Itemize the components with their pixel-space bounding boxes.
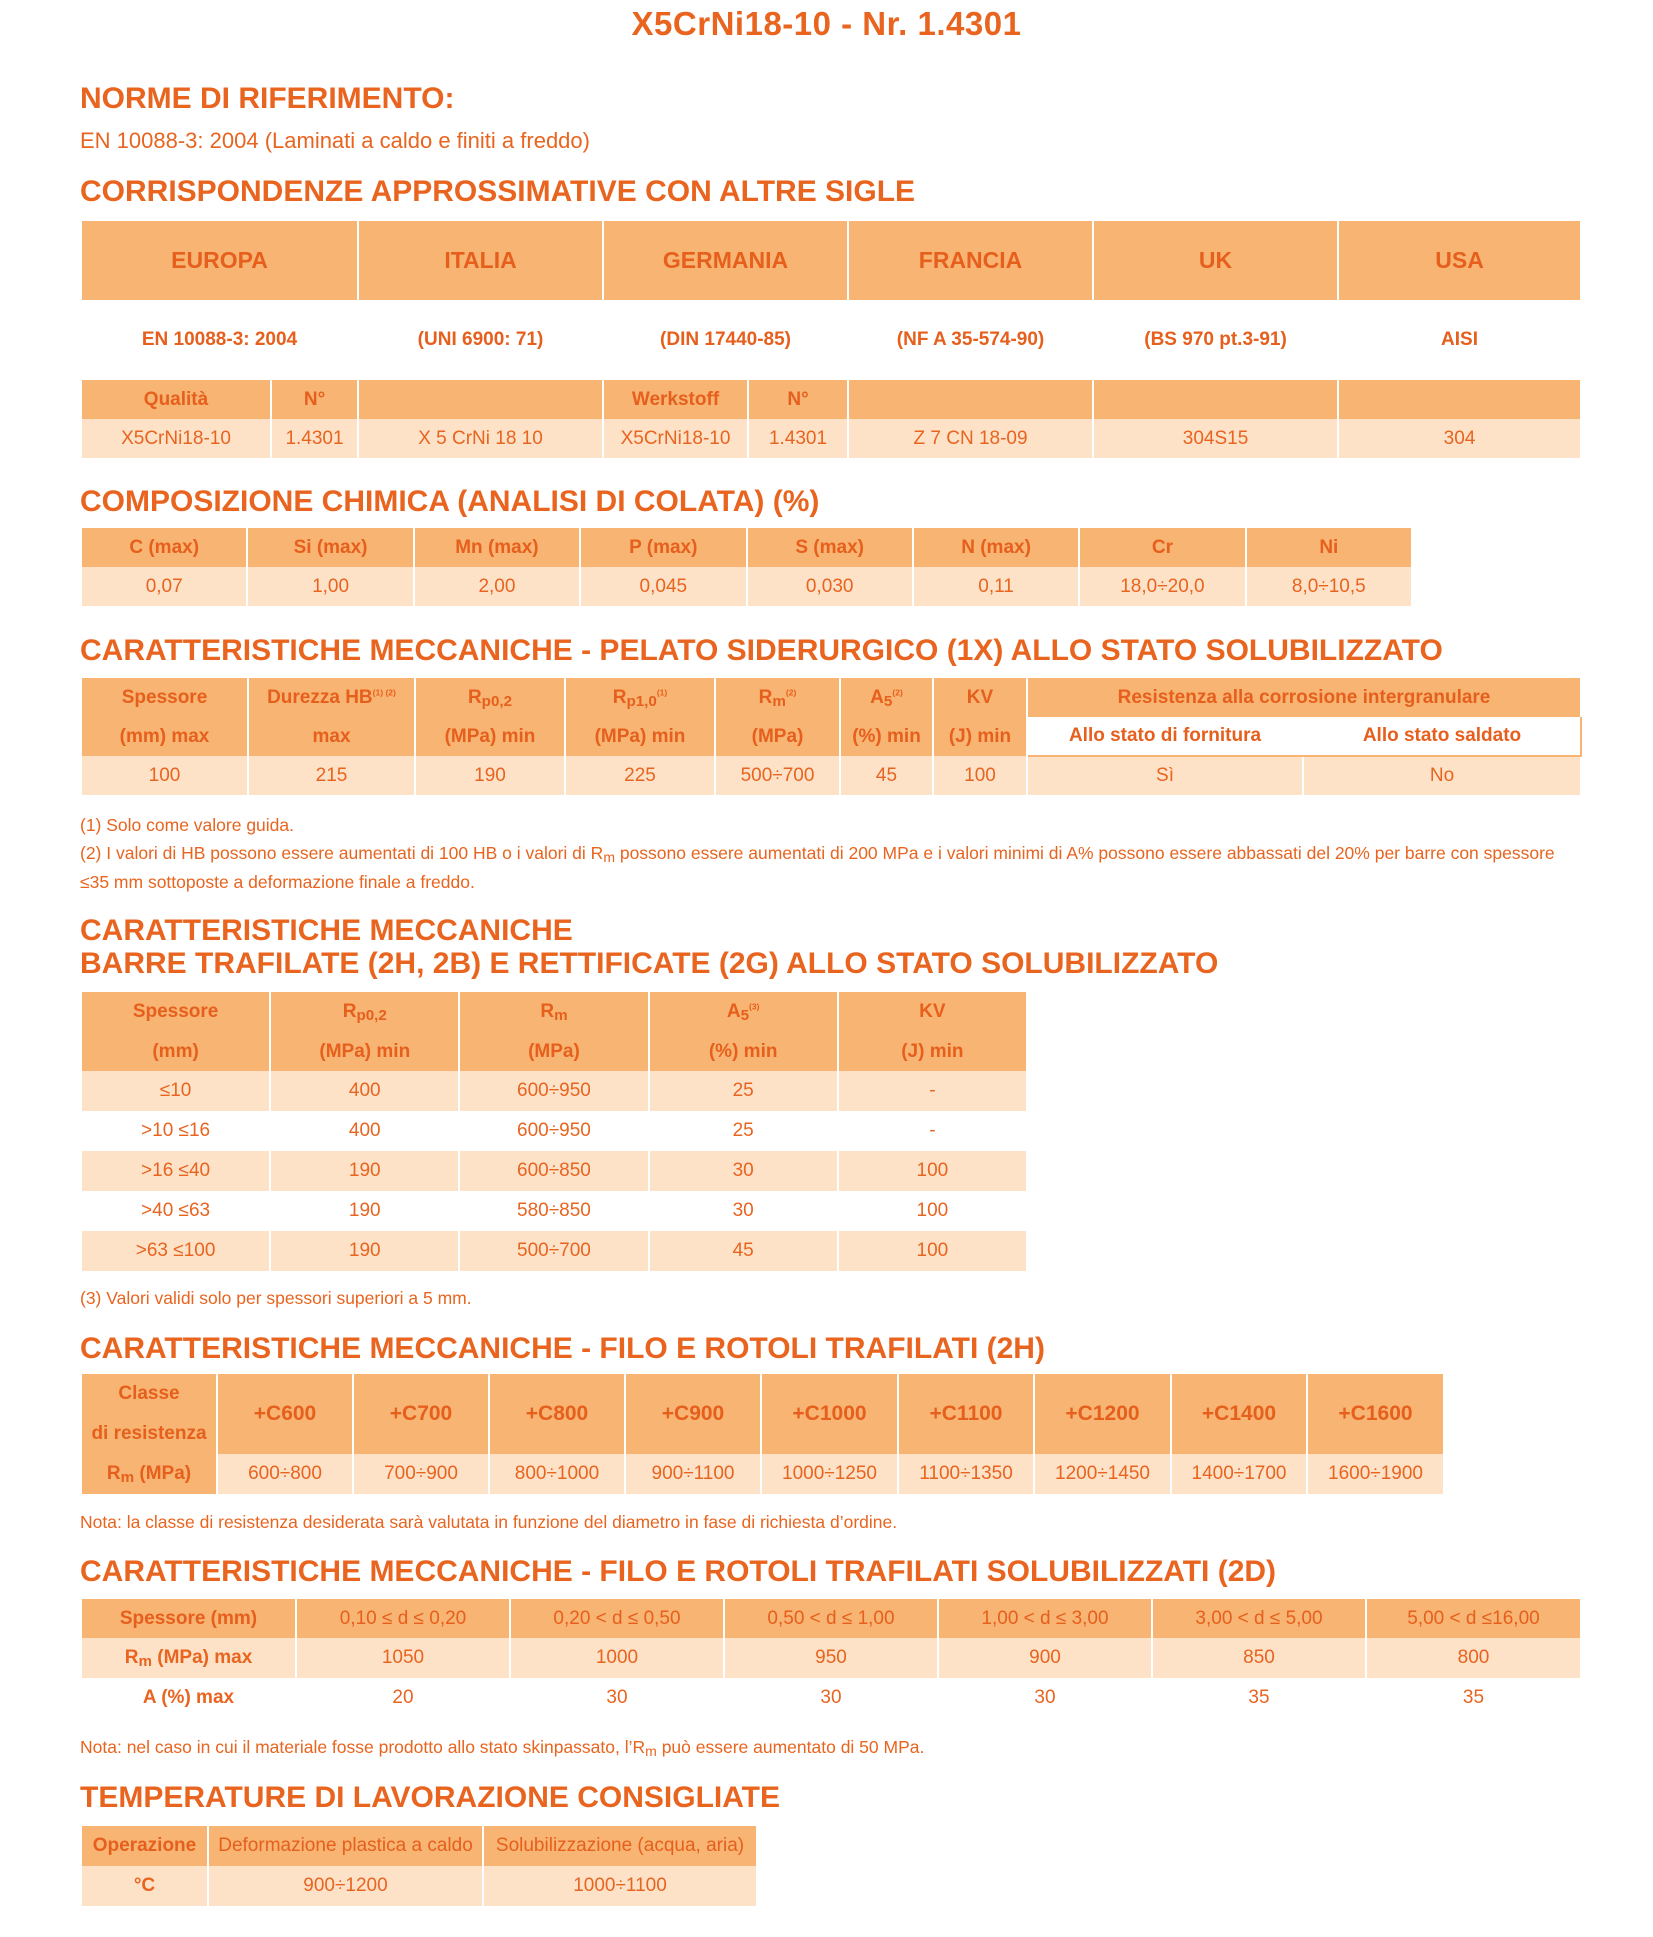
filo2d-range: 0,20 < d ≤ 0,50 — [510, 1599, 724, 1638]
mecc2-h-rp02-unit: (MPa) min — [270, 1032, 459, 1071]
standard-uk: (BS 970 pt.3-91) — [1093, 300, 1338, 380]
mecc2-h-kv-unit: (J) min — [838, 1032, 1027, 1071]
filo2h-class: +C700 — [353, 1374, 489, 1454]
mecc2-h-kv: KV — [838, 992, 1027, 1032]
temp-value: 900÷1200 — [208, 1866, 483, 1906]
filo2d-a-value: 30 — [938, 1678, 1152, 1717]
mecc1-value: 100 — [933, 756, 1027, 795]
temp-h-operazione: Operazione — [81, 1826, 208, 1866]
value-werkstoff: X5CrNi18-10 — [603, 419, 748, 458]
table-cell: 100 — [838, 1191, 1027, 1231]
table-row — [81, 1191, 1027, 1231]
filo2d-rm-value: 900 — [938, 1638, 1152, 1678]
filo2h-value: 1100÷1350 — [898, 1454, 1034, 1494]
filo2d-rm-value: 800 — [1366, 1638, 1581, 1678]
filo2d-rm-value: 1000 — [510, 1638, 724, 1678]
table-row — [81, 1231, 1027, 1271]
comp-header: C (max) — [81, 528, 247, 567]
mecc1-value: 225 — [565, 756, 715, 795]
filo2d-range: 1,00 < d ≤ 3,00 — [938, 1599, 1152, 1638]
comp-value: 8,0÷10,5 — [1246, 567, 1412, 606]
subheader-n2: N° — [748, 380, 848, 419]
filo2h-classe-label: Classe — [81, 1374, 217, 1414]
table-cell: 100 — [838, 1231, 1027, 1271]
temp-h-deformazione: Deformazione plastica a caldo — [208, 1826, 483, 1866]
filo2h-class: +C1400 — [1171, 1374, 1307, 1454]
country-europa: EUROPA — [81, 221, 358, 300]
mecc1-h-rp02: $R_{p0,2}$ — [415, 678, 565, 717]
filo2d-spessore-label: Spessore (mm) — [81, 1599, 296, 1638]
comp-value: 0,07 — [81, 567, 247, 606]
table-cell: 45 — [649, 1231, 838, 1271]
filo2d-a-value: 20 — [296, 1678, 510, 1717]
mecc1-h-rp10: $R_{p1,0}^{(1)}$ — [565, 678, 715, 717]
standard-germania: (DIN 17440-85) — [603, 300, 848, 380]
mecc1-value: No — [1303, 756, 1581, 795]
mecc1-h-durezza: Durezza $HB^{(1) (2)}$ — [248, 678, 415, 717]
subheader-empty — [848, 380, 1093, 419]
comp-header: N (max) — [913, 528, 1079, 567]
table-cell: - — [838, 1071, 1027, 1111]
filo2d-a-value: 35 — [1152, 1678, 1366, 1717]
mecc2-note: (3) Valori validi solo per spessori superiori a 5 mm. — [80, 1288, 472, 1308]
norme-heading: NORME DI RIFERIMENTO: — [80, 82, 455, 115]
table-cell: 600÷850 — [459, 1151, 648, 1191]
mecc2-h-rp02: $R_{p0,2}$ — [270, 992, 459, 1032]
table-cell: >63 ≤100 — [81, 1231, 270, 1271]
subheader-empty — [1093, 380, 1338, 419]
table-cell: 580÷850 — [459, 1191, 648, 1231]
subheader-n1: N° — [271, 380, 358, 419]
mecc1-value: 190 — [415, 756, 565, 795]
mecc1-h-rp10-unit: (MPa) min — [565, 717, 715, 756]
filo2h-value: 1200÷1450 — [1034, 1454, 1171, 1494]
filo2h-rm-label: $R_m$ (MPa) — [81, 1454, 217, 1494]
mecc1-h-spessore-unit: (mm) max — [81, 717, 248, 756]
country-italia: ITALIA — [358, 221, 603, 300]
filo2d-range: 5,00 < d ≤16,00 — [1366, 1599, 1581, 1638]
mecc2-heading-1: CARATTERISTICHE MECCANICHE — [80, 914, 573, 947]
mecc1-h-kv: KV — [933, 678, 1027, 717]
value-usa: 304 — [1338, 419, 1581, 458]
filo2d-rm-label: $R_m$ (MPa) max — [81, 1638, 296, 1678]
country-germania: GERMANIA — [603, 221, 848, 300]
table-cell: 600÷950 — [459, 1111, 648, 1151]
comp-value: 0,030 — [747, 567, 913, 606]
country-usa: USA — [1338, 221, 1581, 300]
table-cell: - — [838, 1111, 1027, 1151]
value-italia: X 5 CrNi 18 10 — [358, 419, 603, 458]
comp-value: 0,045 — [580, 567, 746, 606]
standard-francia: (NF A 35-574-90) — [848, 300, 1093, 380]
comp-header: Mn (max) — [414, 528, 580, 567]
composizione-heading: COMPOSIZIONE CHIMICA (ANALISI DI COLATA) (%) — [80, 485, 820, 518]
filo2d-rm-value: 850 — [1152, 1638, 1366, 1678]
value-n2: 1.4301 — [748, 419, 848, 458]
corrispondenze-heading: CORRISPONDENZE APPROSSIMATIVE CON ALTRE SIGLE — [80, 175, 916, 208]
table-cell: 400 — [270, 1111, 459, 1151]
mecc2-h-spessore-unit: (mm) — [81, 1032, 270, 1071]
mecc1-value: 45 — [840, 756, 933, 795]
table-cell: 190 — [270, 1231, 459, 1271]
comp-value: 2,00 — [414, 567, 580, 606]
comp-header: P (max) — [580, 528, 746, 567]
mecc1-h-a5: $A_5^{(2)}$ — [840, 678, 933, 717]
filo2h-value: 1000÷1250 — [761, 1454, 898, 1494]
comp-value: 18,0÷20,0 — [1079, 567, 1245, 606]
filo2h-class: +C1200 — [1034, 1374, 1171, 1454]
filo2d-range: 0,10 ≤ d ≤ 0,20 — [296, 1599, 510, 1638]
filo2d-a-value: 30 — [510, 1678, 724, 1717]
value-n1: 1.4301 — [271, 419, 358, 458]
filo2h-classe-label-2: di resistenza — [81, 1414, 217, 1454]
table-cell: 190 — [270, 1191, 459, 1231]
mecc2-heading-2: BARRE TRAFILATE (2H, 2B) E RETTIFICATE (2G) ALLO STATO SOLUBILIZZATO — [80, 947, 1219, 980]
temp-value: 1000÷1100 — [483, 1866, 757, 1906]
table-row — [81, 1111, 1027, 1151]
filo2h-value: 700÷900 — [353, 1454, 489, 1494]
table-cell: 600÷950 — [459, 1071, 648, 1111]
subheader-werkstoff: Werkstoff — [603, 380, 748, 419]
country-francia: FRANCIA — [848, 221, 1093, 300]
mecc1-note1: (1) Solo come valore guida. — [80, 815, 294, 835]
mecc1-h-rm-unit: (MPa) — [715, 717, 840, 756]
comp-header: Cr — [1079, 528, 1245, 567]
filo2d-table — [80, 1599, 1582, 1717]
mecc1-h-fornitura: Allo stato di fornitura — [1027, 717, 1303, 756]
table-row — [81, 1071, 1027, 1111]
filo2h-class: +C1600 — [1307, 1374, 1444, 1454]
table-cell: ≤10 — [81, 1071, 270, 1111]
comp-header: Si (max) — [247, 528, 413, 567]
mecc2-h-rm: $R_m$ — [459, 992, 648, 1032]
comp-header: Ni — [1246, 528, 1412, 567]
table-cell: >40 ≤63 — [81, 1191, 270, 1231]
mecc1-heading: CARATTERISTICHE MECCANICHE - PELATO SIDERURGICO (1X) ALLO STATO SOLUBILIZZATO — [80, 634, 1443, 667]
filo2d-a-value: 35 — [1366, 1678, 1581, 1717]
filo2h-class: +C900 — [625, 1374, 761, 1454]
norme-text: EN 10088-3: 2004 (Laminati a caldo e finiti a freddo) — [80, 128, 590, 153]
mecc2-table — [80, 992, 1028, 1271]
mecc1-h-rm: $R_m^{(2)}$ — [715, 678, 840, 717]
mecc1-h-saldato: Allo stato saldato — [1303, 717, 1581, 756]
table-cell: 190 — [270, 1151, 459, 1191]
mecc1-h-durezza-unit: max — [248, 717, 415, 756]
temp-unit: °C — [81, 1866, 208, 1906]
filo2h-value: 800÷1000 — [489, 1454, 625, 1494]
mecc1-value: 500÷700 — [715, 756, 840, 795]
filo2h-heading: CARATTERISTICHE MECCANICHE - FILO E ROTOLI TRAFILATI (2H) — [80, 1332, 1045, 1365]
value-francia: Z 7 CN 18-09 — [848, 419, 1093, 458]
mecc1-h-a5-unit: (%) min — [840, 717, 933, 756]
filo2d-a-value: 30 — [724, 1678, 938, 1717]
table-cell: 100 — [838, 1151, 1027, 1191]
value-uk: 304S15 — [1093, 419, 1338, 458]
mecc1-value: 215 — [248, 756, 415, 795]
temperature-table — [80, 1826, 758, 1906]
table-cell: 30 — [649, 1191, 838, 1231]
filo2h-value: 1600÷1900 — [1307, 1454, 1444, 1494]
table-cell: >10 ≤16 — [81, 1111, 270, 1151]
table-cell: 400 — [270, 1071, 459, 1111]
filo2d-note: Nota: nel caso in cui il materiale fosse prodotto allo stato skinpassato, $l’R_m$ può essere aumentato di 50 MPa. — [80, 1737, 925, 1759]
standard-usa: AISI — [1338, 300, 1581, 380]
mecc1-value: 100 — [81, 756, 248, 795]
mecc1-value: Sì — [1027, 756, 1303, 795]
mecc2-h-a5-unit: (%) min — [649, 1032, 838, 1071]
table-cell: 25 — [649, 1071, 838, 1111]
table-cell: 30 — [649, 1151, 838, 1191]
mecc2-h-a5: $A_5^{(3)}$ — [649, 992, 838, 1032]
comp-header: S (max) — [747, 528, 913, 567]
subheader-qualita: Qualità — [81, 380, 271, 419]
comp-value: 1,00 — [247, 567, 413, 606]
composizione-table — [80, 528, 1413, 606]
subheader-empty — [358, 380, 603, 419]
filo2h-value: 900÷1100 — [625, 1454, 761, 1494]
temperature-heading: TEMPERATURE DI LAVORAZIONE CONSIGLIATE — [80, 1781, 781, 1814]
table-cell: >16 ≤40 — [81, 1151, 270, 1191]
mecc2-h-rm-unit: (MPa) — [459, 1032, 648, 1071]
filo2d-rm-value: 1050 — [296, 1638, 510, 1678]
mecc1-note2: (2) I valori di HB possono essere aumentati di 100 HB o i valori di $R_m$ possono essere aumentati di 200 MPa e i valori minimi di A% possono essere abbassati del 20% per barre con spessore ≤35 mm sottoposte a deformazione finale a freddo. — [80, 843, 1555, 892]
table-cell: 500÷700 — [459, 1231, 648, 1271]
value-qualita: X5CrNi18-10 — [81, 419, 271, 458]
filo2h-class: +C800 — [489, 1374, 625, 1454]
mecc1-h-spessore: Spessore — [81, 678, 248, 717]
corrispondenze-table — [80, 221, 1582, 458]
subheader-empty — [1338, 380, 1581, 419]
table-row — [81, 1151, 1027, 1191]
mecc2-h-spessore: Spessore — [81, 992, 270, 1032]
filo2d-rm-value: 950 — [724, 1638, 938, 1678]
mecc1-h-resistenza: Resistenza alla corrosione intergranulare — [1027, 678, 1581, 717]
page-title: X5CrNi18-10 - Nr. 1.4301 — [631, 5, 1022, 42]
country-uk: UK — [1093, 221, 1338, 300]
filo2h-class: +C600 — [217, 1374, 353, 1454]
filo2d-range: 3,00 < d ≤ 5,00 — [1152, 1599, 1366, 1638]
table-cell: 25 — [649, 1111, 838, 1151]
standard-italia: (UNI 6900: 71) — [358, 300, 603, 380]
mecc1-table — [80, 678, 1582, 795]
filo2d-a-label: A (%) max — [81, 1678, 296, 1717]
filo2h-value: 600÷800 — [217, 1454, 353, 1494]
mecc1-h-kv-unit: (J) min — [933, 717, 1027, 756]
filo2h-table — [80, 1374, 1445, 1494]
filo2h-value: 1400÷1700 — [1171, 1454, 1307, 1494]
filo2h-class: +C1000 — [761, 1374, 898, 1454]
mecc1-h-rp02-unit: (MPa) min — [415, 717, 565, 756]
comp-value: 0,11 — [913, 567, 1079, 606]
temp-h-solubilizzazione: Solubilizzazione (acqua, aria) — [483, 1826, 757, 1866]
filo2h-note: Nota: la classe di resistenza desiderata sarà valutata in funzione del diametro in fase di richiesta d’ordine. — [80, 1512, 898, 1532]
filo2h-class: +C1100 — [898, 1374, 1034, 1454]
standard-europa: EN 10088-3: 2004 — [81, 300, 358, 380]
filo2d-heading: CARATTERISTICHE MECCANICHE - FILO E ROTOLI TRAFILATI SOLUBILIZZATI (2D) — [80, 1555, 1277, 1588]
filo2d-range: 0,50 < d ≤ 1,00 — [724, 1599, 938, 1638]
